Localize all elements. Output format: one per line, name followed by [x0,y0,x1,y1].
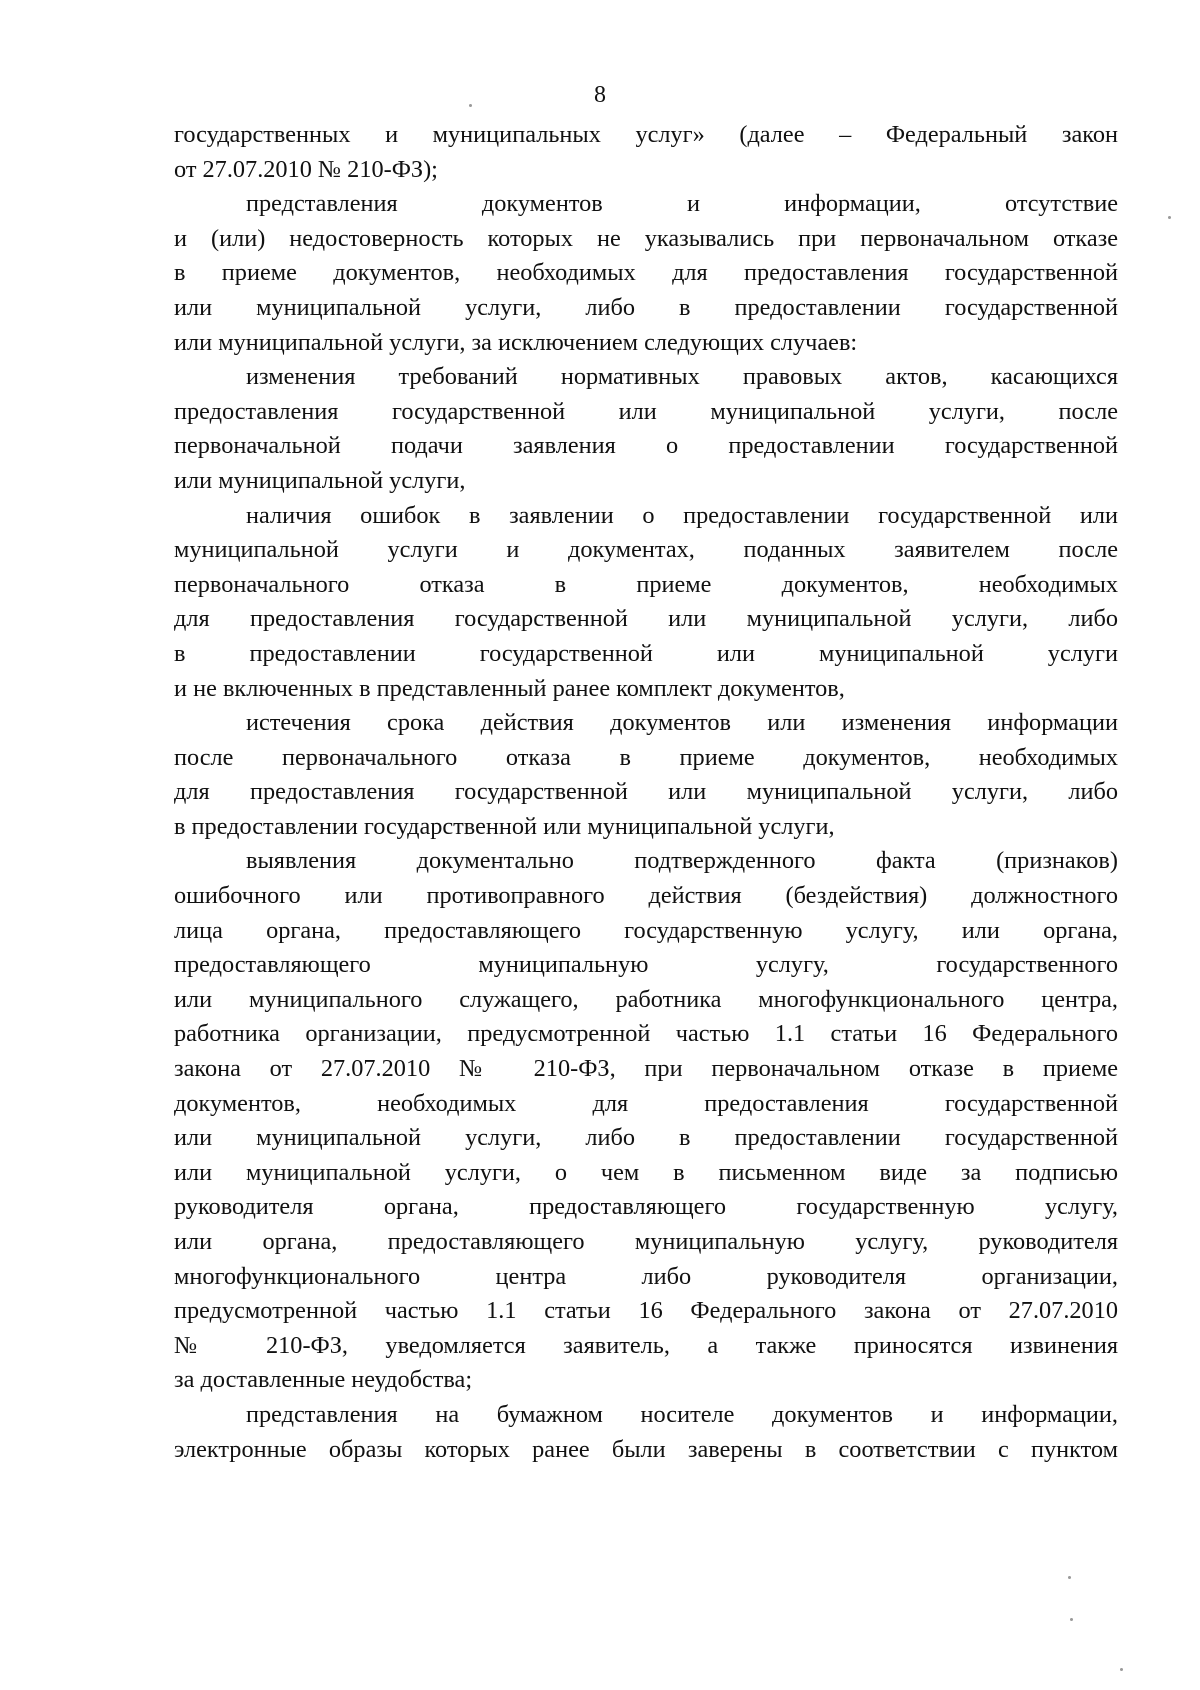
scan-speck [1168,216,1171,219]
text-line: № 210-ФЗ, уведомляется заявитель, а также приносятся извинения [174,1331,1118,1359]
text-line: представления на бумажном носителе документов и информации, [246,1400,1118,1428]
body-text [174,118,1118,1467]
scan-speck [1070,1618,1073,1621]
text-line: предусмотренной частью 1.1 статьи 16 Федерального закона от 27.07.2010 [174,1297,1118,1325]
text-line: предоставления государственной или муниципальной услуги, после [174,397,1118,425]
text-line: или муниципальной услуги, о чем в письменном виде за подписью [174,1158,1118,1186]
text-line: или муниципальной услуги, либо в предоставлении государственной [174,293,1118,321]
page-number: 8 [594,82,606,108]
text-line: и (или) недостоверность которых не указывались при первоначальном отказе [174,224,1118,252]
text-line: или органа, предоставляющего муниципальную услугу, руководителя [174,1228,1118,1255]
text-line: или муниципальной услуги, [174,466,466,494]
scan-speck [1120,1668,1123,1671]
text-line: за доставленные неудобства; [174,1366,473,1394]
paragraph [174,360,1118,498]
text-line: изменения требований нормативных правовых актов, касающихся [246,363,1118,391]
text-line: для предоставления государственной или муниципальной услуги, либо [174,605,1118,633]
text-line: или муниципального служащего, работника многофункционального центра, [174,985,1118,1013]
text-line: в приеме документов, необходимых для предоставления государственной [174,259,1118,287]
text-line: государственных и муниципальных услуг» (далее – Федеральный закон [174,121,1118,148]
text-line: многофункционального центра либо руководителя организации, [174,1262,1118,1290]
paragraph [174,187,1118,360]
text-line: муниципальной услуги и документах, поданных заявителем после [174,536,1118,564]
text-line: наличия ошибок в заявлении о предоставлении государственной или [246,501,1118,529]
text-line: предоставляющего муниципальную услугу, государственного [174,951,1118,979]
text-line: истечения срока действия документов или изменения информации [246,709,1118,737]
text-line: закона от 27.07.2010 № 210-ФЗ, при первоначальном отказе в приеме [174,1055,1118,1083]
paragraph [174,499,1118,707]
text-line: электронные образы которых ранее были заверены в соответствии с пунктом [174,1435,1118,1463]
text-line: в предоставлении государственной или муниципальной услуги, [174,812,835,840]
text-line: после первоначального отказа в приеме документов, необходимых [174,743,1118,771]
text-line: ошибочного или противоправного действия (бездействия) должностного [174,882,1118,910]
text-line: первоначального отказа в приеме документов, необходимых [174,570,1118,598]
text-line: работника организации, предусмотренной частью 1.1 статьи 16 Федерального [174,1020,1118,1048]
text-line: первоначальной подачи заявления о предоставлении государственной [174,432,1118,460]
text-line: и не включенных в представленный ранее комплект документов, [174,674,845,702]
text-line: от 27.07.2010 № 210-ФЗ); [174,155,438,183]
text-line: в предоставлении государственной или муниципальной услуги [174,639,1118,667]
scan-speck [469,104,472,107]
paragraph [174,1398,1118,1467]
paragraph [174,118,1118,187]
text-line: или муниципальной услуги, за исключением следующих случаев: [174,328,858,356]
text-line: документов, необходимых для предоставления государственной [174,1089,1118,1117]
text-line: представления документов и информации, отсутствие [246,190,1118,218]
text-line: для предоставления государственной или муниципальной услуги, либо [174,778,1118,806]
text-line: лица органа, предоставляющего государственную услугу, или органа, [174,916,1118,944]
paragraph [174,706,1118,844]
text-line: выявления документально подтвержденного факта (признаков) [246,847,1118,875]
text-line: или муниципальной услуги, либо в предоставлении государственной [174,1124,1118,1152]
text-line: руководителя органа, предоставляющего государственную услугу, [174,1193,1118,1221]
scan-speck [1068,1576,1071,1579]
paragraph [174,844,1118,1398]
